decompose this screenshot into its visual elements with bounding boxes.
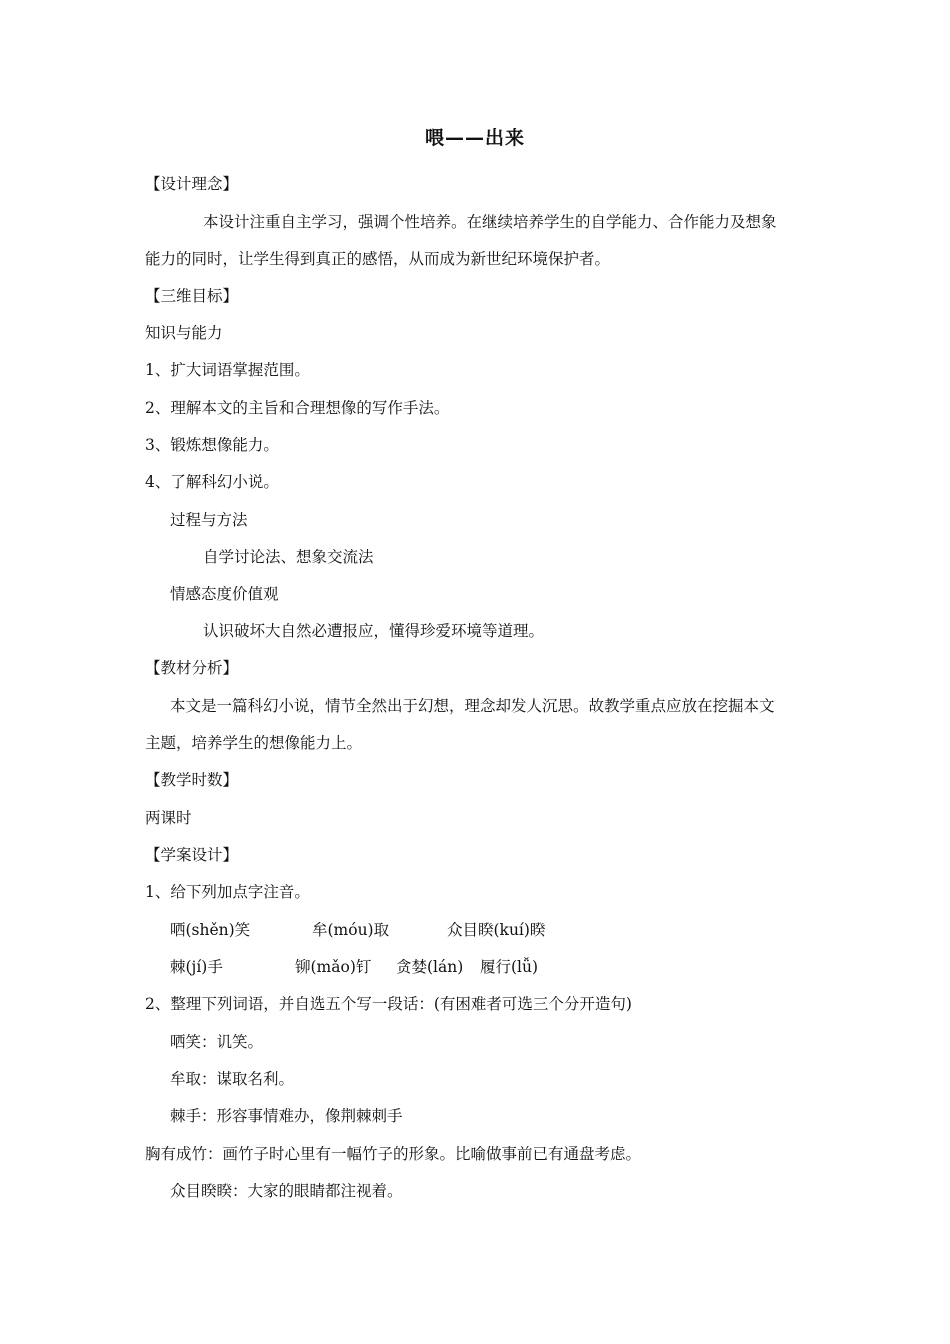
definition-item: 牟取：谋取名利。	[170, 1070, 295, 1088]
subheading-knowledge: 知识与能力	[145, 324, 223, 342]
definition-item: 哂笑：讥笑。	[170, 1033, 264, 1051]
paragraph-line: 本文是一篇科幻小说，情节全然出于幻想，理念却发人沉思。故教学重点应放在挖掘本文	[170, 697, 775, 715]
section-heading-hours: 【教学时数】	[145, 771, 239, 789]
objective-item: 3、锻炼想像能力。	[145, 436, 279, 454]
subheading-process: 过程与方法	[170, 511, 248, 529]
definition-item: 众目睽睽：大家的眼睛都注视着。	[170, 1182, 403, 1200]
question-1: 1、给下列加点字注音。	[145, 883, 310, 901]
document-title: 喂——出来	[424, 127, 525, 149]
process-text: 自学讨论法、想象交流法	[203, 548, 374, 566]
pinyin-word: 贪婪(lán)	[396, 958, 464, 976]
subheading-emotion: 情感态度价值观	[170, 585, 279, 603]
objective-item: 1、扩大词语掌握范围。	[145, 361, 310, 379]
paragraph-line: 能力的同时，让学生得到真正的感悟，从而成为新世纪环境保护者。	[145, 250, 611, 268]
objective-item: 2、理解本文的主旨和合理想像的写作手法。	[145, 399, 450, 417]
section-heading-study-plan: 【学案设计】	[145, 846, 239, 864]
definition-item: 棘手：形容事情难办，像荆棘刺手	[170, 1107, 403, 1125]
section-heading-objectives: 【三维目标】	[145, 287, 239, 305]
pinyin-word: 履行(lǚ)	[480, 958, 539, 976]
pinyin-word: 铆(mǎo)钉	[295, 958, 372, 976]
pinyin-word: 众目睽(kuí)睽	[447, 921, 546, 939]
pinyin-word: 牟(móu)取	[312, 921, 390, 939]
hours-text: 两课时	[145, 809, 192, 827]
definition-item: 胸有成竹：画竹子时心里有一幅竹子的形象。比喻做事前已有通盘考虑。	[145, 1145, 642, 1163]
objective-item: 4、了解科幻小说。	[145, 473, 279, 491]
section-heading-design-concept: 【设计理念】	[145, 175, 239, 193]
emotion-text: 认识破坏大自然必遭报应，懂得珍爱环境等道理。	[203, 622, 545, 640]
question-2: 2、整理下列词语，并自选五个写一段话：(有困难者可选三个分开造句)	[145, 995, 632, 1013]
paragraph-line: 本设计注重自主学习，强调个性培养。在继续培养学生的自学能力、合作能力及想象	[203, 213, 777, 231]
pinyin-word: 哂(shěn)笑	[170, 921, 251, 939]
pinyin-word: 棘(jí)手	[170, 958, 223, 976]
paragraph-line: 主题，培养学生的想像能力上。	[145, 734, 363, 752]
section-heading-analysis: 【教材分析】	[145, 659, 239, 677]
